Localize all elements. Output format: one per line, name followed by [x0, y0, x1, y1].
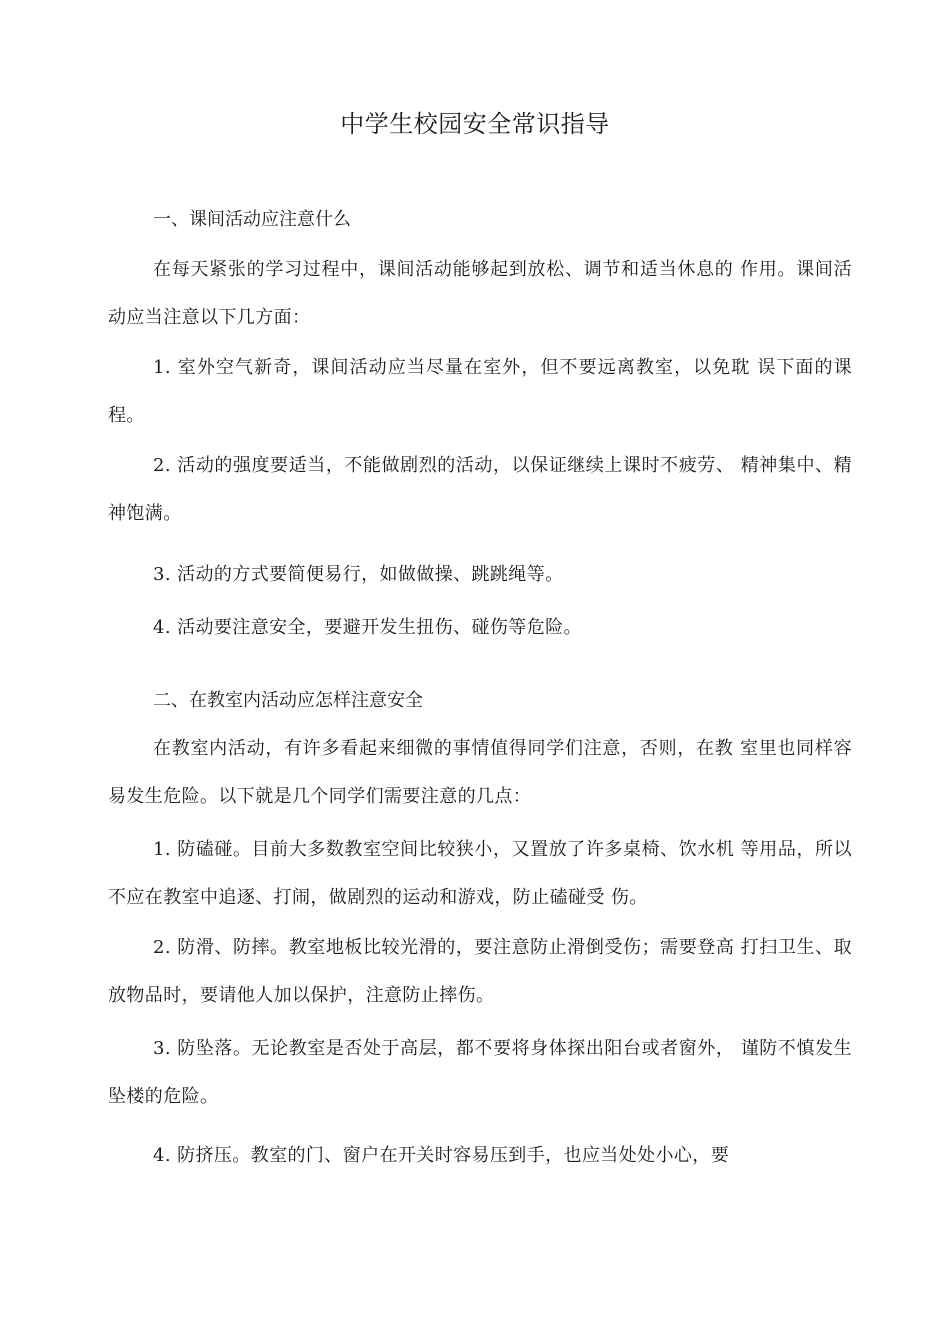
section2-item-2: 2. 防滑、防摔。教室地板比较光滑的，要注意防止滑倒受伤；需要登高 打扫卫生、取放物品时，要请他人加以保护，注意防止摔伤。: [108, 937, 852, 1006]
section2-intro-paragraph: 在教室内活动，有许多看起来细微的事情值得同学们注意，否则，在教 室里也同样容易发生危险。以下就是几个同学们需要注意的几点：: [108, 738, 852, 807]
section2-item-4: 4. 防挤压。教室的门、窗户在开关时容易压到手，也应当处处小心，要: [153, 1145, 730, 1166]
section1-item-1: 1. 室外空气新奇，课间活动应当尽量在室外，但不要远离教室，以免耽 误下面的课程。: [108, 357, 852, 426]
section1-intro-paragraph: 在每天紧张的学习过程中，课间活动能够起到放松、调节和适当休息的 作用。课间活动应当注意以下几方面：: [108, 259, 852, 328]
section2-item-3: 3. 防坠落。无论教室是否处于高层，都不要将身体探出阳台或者窗外， 谨防不慎发生坠楼的危险。: [108, 1038, 852, 1107]
section1-item-3: 3. 活动的方式要简便易行，如做做操、跳跳绳等。: [153, 564, 564, 585]
document-title: 中学生校园安全常识指导: [340, 110, 610, 138]
section1-item-4: 4. 活动要注意安全，要避开发生扭伤、碰伤等危险。: [153, 617, 582, 638]
section-heading-1: 一、课间活动应注意什么: [153, 209, 351, 230]
section-heading-2: 二、在教室内活动应怎样注意安全: [153, 690, 423, 711]
section1-item-2: 2. 活动的强度要适当，不能做剧烈的活动，以保证继续上课时不疲劳、 精神集中、精神饱满。: [108, 455, 852, 524]
section2-item-1: 1. 防磕碰。目前大多数教室空间比较狭小，又置放了许多桌椅、饮水机 等用品，所以不应在教室中追逐、打闹，做剧烈的运动和游戏，防止磕碰受 伤。: [108, 839, 852, 908]
